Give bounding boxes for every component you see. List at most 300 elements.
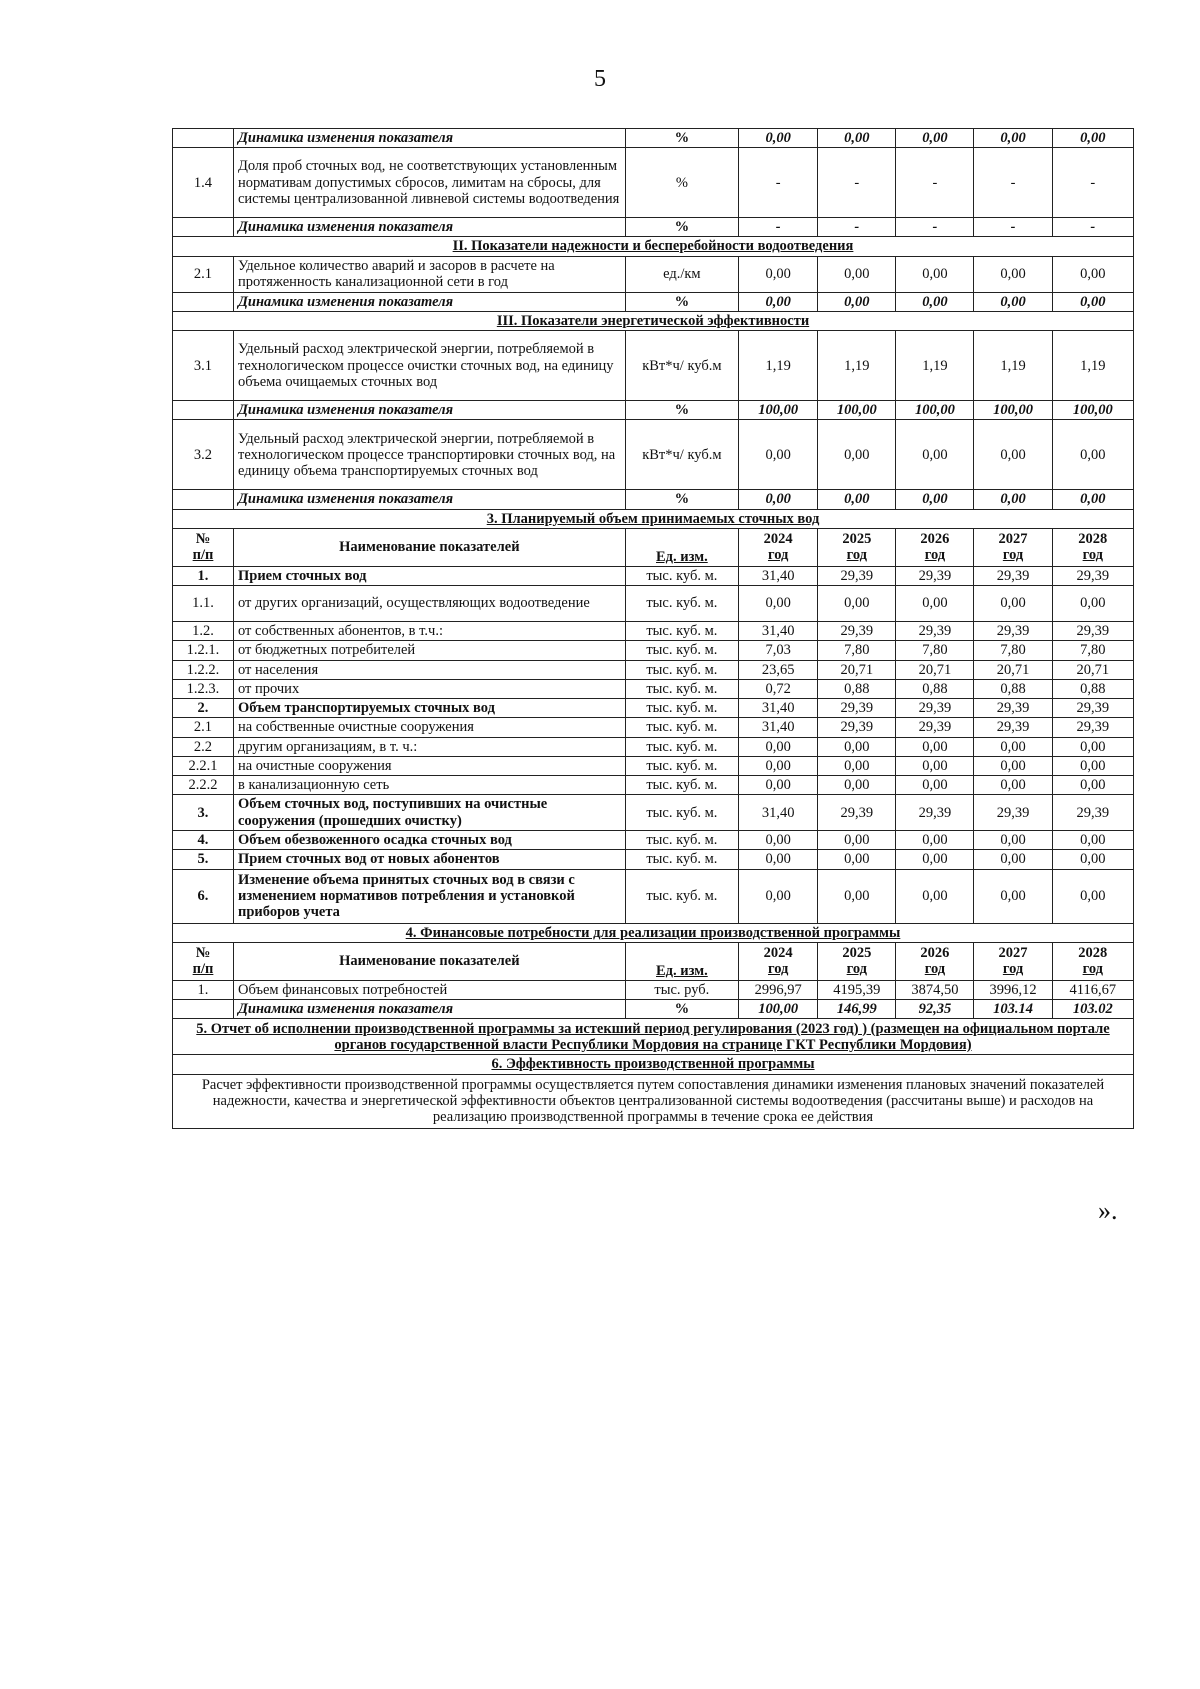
unit-of-measure: ед./км xyxy=(625,256,738,292)
indicator-name: от бюджетных потребителей xyxy=(233,641,625,660)
year-value: 29,39 xyxy=(818,566,896,585)
volume-row xyxy=(173,699,1134,718)
year-value: 0,00 xyxy=(818,129,896,148)
row-number: 2.1 xyxy=(173,718,234,737)
row-number: 1.2.3. xyxy=(173,679,234,698)
year-value: 29,39 xyxy=(818,622,896,641)
year-value: 100,00 xyxy=(896,401,974,420)
year-value: 0,00 xyxy=(974,292,1052,311)
number-abbr: п/п xyxy=(192,961,214,978)
year-value: 29,39 xyxy=(974,795,1052,831)
year-suffix: год xyxy=(1082,547,1103,564)
column-header-year xyxy=(974,528,1052,566)
unit-of-measure: тыс. куб. м. xyxy=(625,622,738,641)
year-value: 1,19 xyxy=(739,331,818,401)
row-number: 2.2.1 xyxy=(173,756,234,775)
unit-of-measure: тыс. куб. м. xyxy=(625,679,738,698)
column-header-year xyxy=(896,528,974,566)
row-number: 1.2. xyxy=(173,622,234,641)
finance-row xyxy=(173,980,1134,999)
year-value: 0,00 xyxy=(896,129,974,148)
indicator-name: в канализационную сеть xyxy=(233,775,625,794)
year-value: - xyxy=(896,218,974,237)
indicator-name: Объем обезвоженного осадка сточных вод xyxy=(233,831,625,850)
unit-of-measure: тыс. куб. м. xyxy=(625,831,738,850)
unit-of-measure: % xyxy=(625,148,738,218)
column-header-name: Наименование показателей xyxy=(233,528,625,566)
indicator-name: Объем сточных вод, поступивших на очистные сооружения (прошедших очистку) xyxy=(233,795,625,831)
indicator-name: Динамика изменения показателя xyxy=(233,490,625,509)
column-header-number xyxy=(173,942,234,980)
indicator-name: Объем финансовых потребностей xyxy=(233,980,625,999)
row-number: 1.4 xyxy=(173,148,234,218)
row-number: 2.1 xyxy=(173,256,234,292)
year-value: 0,00 xyxy=(974,756,1052,775)
closing-quote-mark: ». xyxy=(1098,1196,1118,1225)
year-suffix: год xyxy=(846,961,868,978)
unit-of-measure: % xyxy=(625,218,738,237)
year-value: 4195,39 xyxy=(818,980,896,999)
row-number: 2.2.2 xyxy=(173,775,234,794)
volume-row xyxy=(173,775,1134,794)
year-value: 0,88 xyxy=(1052,679,1133,698)
column-header-name: Наименование показателей xyxy=(233,942,625,980)
page-number: 5 xyxy=(594,66,606,92)
year-value: 0,00 xyxy=(896,831,974,850)
unit-of-measure: тыс. куб. м. xyxy=(625,795,738,831)
dynamics-row xyxy=(173,490,1134,509)
year-value: 0,00 xyxy=(896,292,974,311)
year-value: 0,00 xyxy=(739,292,818,311)
section-header-row xyxy=(173,311,1134,330)
year-value: 0,00 xyxy=(896,756,974,775)
volume-row xyxy=(173,869,1134,923)
indicator-row xyxy=(173,331,1134,401)
section-header-row xyxy=(173,923,1134,942)
year-value: 0,00 xyxy=(739,831,818,850)
unit-of-measure: % xyxy=(625,129,738,148)
year-label: 2024 xyxy=(763,531,793,548)
indicator-name: Удельный расход электрической энергии, потребляемой в технологическом процессе очистки сточных вод, на единицу объема очищаемых сточных вод xyxy=(233,331,625,401)
year-value: 103.02 xyxy=(1052,1000,1133,1019)
year-value: 0,00 xyxy=(896,737,974,756)
volume-row xyxy=(173,795,1134,831)
year-value: - xyxy=(818,218,896,237)
year-value: 0,00 xyxy=(818,775,896,794)
year-value: 1,19 xyxy=(896,331,974,401)
year-value: 0,00 xyxy=(896,420,974,490)
year-value: 0,00 xyxy=(1052,292,1133,311)
year-value: 0,00 xyxy=(1052,737,1133,756)
year-value: 0,00 xyxy=(974,129,1052,148)
report-row xyxy=(173,1019,1134,1055)
year-suffix: год xyxy=(1082,961,1103,978)
section-title-text: 3. Планируемый объем принимаемых сточных вод xyxy=(486,510,820,527)
indicator-name: другим организациям, в т. ч.: xyxy=(233,737,625,756)
year-value: 0,00 xyxy=(1052,869,1133,923)
unit-of-measure: % xyxy=(625,292,738,311)
year-value: - xyxy=(974,218,1052,237)
year-value: 0,00 xyxy=(739,586,818,622)
year-value: 100,00 xyxy=(1052,401,1133,420)
unit-of-measure: тыс. куб. м. xyxy=(625,641,738,660)
column-header-year xyxy=(974,942,1052,980)
indicator-row xyxy=(173,420,1134,490)
year-value: 0,00 xyxy=(818,256,896,292)
section-header-row xyxy=(173,509,1134,528)
unit-of-measure: тыс. куб. м. xyxy=(625,660,738,679)
section-header-row xyxy=(173,237,1134,256)
indicator-name: Динамика изменения показателя xyxy=(233,1000,625,1019)
section-title-text: 6. Эффективность производственной программы xyxy=(491,1056,815,1073)
dynamics-row xyxy=(173,129,1134,148)
year-value: 0,00 xyxy=(739,490,818,509)
dynamics-row xyxy=(173,1000,1134,1019)
number-abbr: п/п xyxy=(192,547,214,564)
unit-of-measure: тыс. куб. м. xyxy=(625,850,738,869)
volume-row xyxy=(173,737,1134,756)
indicator-name: от собственных абонентов, в т.ч.: xyxy=(233,622,625,641)
indicator-name: Объем транспортируемых сточных вод xyxy=(233,699,625,718)
year-value: 0,88 xyxy=(974,679,1052,698)
indicator-name: на собственные очистные сооружения xyxy=(233,718,625,737)
year-value: 3996,12 xyxy=(974,980,1052,999)
volume-row xyxy=(173,831,1134,850)
year-value: 0,00 xyxy=(974,586,1052,622)
year-value: 0,00 xyxy=(818,586,896,622)
section-title-text: 4. Финансовые потребности для реализации производственной программы xyxy=(405,924,901,941)
year-value: 0,00 xyxy=(739,775,818,794)
year-value: 100,00 xyxy=(974,401,1052,420)
indicator-name: Удельный расход электрической энергии, потребляемой в технологическом процессе транспортировки сточных вод, на единицу объема транспортируемых сточных вод xyxy=(233,420,625,490)
year-value: 1,19 xyxy=(818,331,896,401)
volume-row xyxy=(173,756,1134,775)
row-number xyxy=(173,1000,234,1019)
year-value: 0,00 xyxy=(1052,586,1133,622)
year-value: 0,00 xyxy=(818,490,896,509)
unit-of-measure: кВт*ч/ куб.м xyxy=(625,331,738,401)
section-title xyxy=(173,509,1134,528)
year-value: 29,39 xyxy=(974,718,1052,737)
year-value: 20,71 xyxy=(896,660,974,679)
year-value: 0,00 xyxy=(974,850,1052,869)
volume-row xyxy=(173,679,1134,698)
unit-of-measure: тыс. куб. м. xyxy=(625,699,738,718)
year-value: 0,00 xyxy=(818,869,896,923)
year-value: 0,88 xyxy=(896,679,974,698)
year-value: 92,35 xyxy=(896,1000,974,1019)
year-value: 0,00 xyxy=(1052,420,1133,490)
volume-row xyxy=(173,566,1134,585)
column-header-year xyxy=(1052,528,1133,566)
section-title-text: III. Показатели энергетической эффективности xyxy=(496,312,810,329)
year-value: 20,71 xyxy=(974,660,1052,679)
column-header-year xyxy=(818,942,896,980)
section-title xyxy=(173,923,1134,942)
year-value: 0,00 xyxy=(818,831,896,850)
year-value: 0,00 xyxy=(1052,256,1133,292)
year-value: 103.14 xyxy=(974,1000,1052,1019)
unit-of-measure: % xyxy=(625,1000,738,1019)
year-label: 2028 xyxy=(1078,945,1108,962)
year-value: 0,00 xyxy=(818,737,896,756)
indicator-name: Динамика изменения показателя xyxy=(233,401,625,420)
indicator-name: от прочих xyxy=(233,679,625,698)
column-header-unit xyxy=(625,942,738,980)
year-value: 0,00 xyxy=(896,490,974,509)
year-value: 0,00 xyxy=(896,256,974,292)
row-number: 1.2.1. xyxy=(173,641,234,660)
indicator-name: Прием сточных вод от новых абонентов xyxy=(233,850,625,869)
year-label: 2025 xyxy=(842,531,872,548)
column-header-year xyxy=(818,528,896,566)
year-value: 100,00 xyxy=(739,401,818,420)
year-suffix: год xyxy=(1002,547,1024,564)
finance-header-row xyxy=(173,942,1134,980)
year-value: 0,00 xyxy=(974,831,1052,850)
volume-row xyxy=(173,641,1134,660)
section-title xyxy=(173,311,1134,330)
year-value: 0,00 xyxy=(739,869,818,923)
row-number: 5. xyxy=(173,850,234,869)
year-value: 0,00 xyxy=(974,869,1052,923)
indicators-table xyxy=(172,128,1134,1129)
row-number: 2.2 xyxy=(173,737,234,756)
year-value: 0,00 xyxy=(896,850,974,869)
year-value: 20,71 xyxy=(1052,660,1133,679)
year-value: 0,00 xyxy=(896,586,974,622)
volume-header-row xyxy=(173,528,1134,566)
volume-row xyxy=(173,660,1134,679)
year-value: 146,99 xyxy=(818,1000,896,1019)
section-title xyxy=(173,1055,1134,1074)
year-value: - xyxy=(1052,218,1133,237)
year-value: 0,00 xyxy=(739,129,818,148)
indicator-name: Прием сточных вод xyxy=(233,566,625,585)
year-label: 2025 xyxy=(842,945,872,962)
row-number: 6. xyxy=(173,869,234,923)
year-value: 29,39 xyxy=(896,622,974,641)
unit-of-measure: тыс. куб. м. xyxy=(625,718,738,737)
year-value: 0,00 xyxy=(818,756,896,775)
year-value: 0,00 xyxy=(1052,490,1133,509)
unit-of-measure: тыс. куб. м. xyxy=(625,775,738,794)
unit-of-measure: тыс. куб. м. xyxy=(625,566,738,585)
year-value: 0,00 xyxy=(818,292,896,311)
row-number: 1. xyxy=(173,566,234,585)
year-suffix: год xyxy=(1002,961,1024,978)
year-value: - xyxy=(739,148,818,218)
year-suffix: год xyxy=(767,547,789,564)
year-value: 3874,50 xyxy=(896,980,974,999)
year-value: 0,00 xyxy=(739,256,818,292)
year-value: 0,00 xyxy=(974,775,1052,794)
year-value: 0,88 xyxy=(818,679,896,698)
year-value: 29,39 xyxy=(896,699,974,718)
year-value: 0,00 xyxy=(818,420,896,490)
year-value: 1,19 xyxy=(974,331,1052,401)
year-value: 0,00 xyxy=(1052,756,1133,775)
row-number xyxy=(173,292,234,311)
year-value: 29,39 xyxy=(974,699,1052,718)
year-value: 1,19 xyxy=(1052,331,1133,401)
row-number: 4. xyxy=(173,831,234,850)
year-value: 2996,97 xyxy=(739,980,818,999)
year-value: 0,00 xyxy=(1052,831,1133,850)
unit-of-measure: тыс. куб. м. xyxy=(625,586,738,622)
number-sign: № xyxy=(195,531,211,548)
indicator-name: от других организаций, осуществляющих водоотведение xyxy=(233,586,625,622)
unit-of-measure: % xyxy=(625,401,738,420)
year-value: 0,00 xyxy=(974,256,1052,292)
dynamics-row xyxy=(173,401,1134,420)
year-value: 29,39 xyxy=(1052,718,1133,737)
year-suffix: год xyxy=(846,547,868,564)
column-header-year xyxy=(1052,942,1133,980)
year-label: 2024 xyxy=(763,945,793,962)
year-value: 0,00 xyxy=(739,737,818,756)
section-header-row xyxy=(173,1055,1134,1074)
indicator-name: Изменение объема принятых сточных вод в связи с изменением нормативов потребления и установкой приборов учета xyxy=(233,869,625,923)
report-note xyxy=(173,1019,1134,1055)
year-value: 0,00 xyxy=(974,420,1052,490)
row-number: 2. xyxy=(173,699,234,718)
year-value: - xyxy=(1052,148,1133,218)
unit-of-measure: тыс. куб. м. xyxy=(625,756,738,775)
year-value: 7,80 xyxy=(818,641,896,660)
year-value: 31,40 xyxy=(739,566,818,585)
volume-row xyxy=(173,586,1134,622)
year-value: 29,39 xyxy=(974,622,1052,641)
column-header-unit-text: Ед. изм. xyxy=(656,962,708,979)
indicator-name: на очистные сооружения xyxy=(233,756,625,775)
section-title-text: II. Показатели надежности и бесперебойности водоотведения xyxy=(452,238,854,255)
year-value: 100,00 xyxy=(739,1000,818,1019)
year-value: 29,39 xyxy=(1052,699,1133,718)
column-header-unit-text: Ед. изм. xyxy=(656,548,708,565)
indicator-name: Доля проб сточных вод, не соответствующих установленным нормативам допустимых сбросов, лимитам на сбросы, для системы централизованной ливневой системы водоотведения xyxy=(233,148,625,218)
year-value: 23,65 xyxy=(739,660,818,679)
row-number: 1.1. xyxy=(173,586,234,622)
row-number xyxy=(173,401,234,420)
column-header-year xyxy=(739,942,818,980)
year-value: 0,72 xyxy=(739,679,818,698)
indicator-name: Динамика изменения показателя xyxy=(233,129,625,148)
efficiency-description: Расчет эффективности производственной программы осуществляется путем сопоставления динамики изменения плановых значений показателей надежности, качества и энергетической эффективности объектов централизованной системы водоотведения (рассчитаны выше) и расходов на реализацию производственной программы в течение срока ее действия xyxy=(173,1074,1134,1128)
row-number xyxy=(173,490,234,509)
indicator-name: от населения xyxy=(233,660,625,679)
year-value: 7,80 xyxy=(974,641,1052,660)
year-value: 0,00 xyxy=(739,420,818,490)
year-label: 2026 xyxy=(920,945,950,962)
year-value: 31,40 xyxy=(739,699,818,718)
indicator-name: Динамика изменения показателя xyxy=(233,292,625,311)
year-value: 29,39 xyxy=(974,566,1052,585)
row-number: 3. xyxy=(173,795,234,831)
year-value: - xyxy=(974,148,1052,218)
year-value: 0,00 xyxy=(818,850,896,869)
year-value: 29,39 xyxy=(896,566,974,585)
year-value: 31,40 xyxy=(739,622,818,641)
indicator-name: Удельное количество аварий и засоров в расчете на протяженность канализационной сети в год xyxy=(233,256,625,292)
section-title xyxy=(173,237,1134,256)
row-number: 3.2 xyxy=(173,420,234,490)
unit-of-measure: тыс. куб. м. xyxy=(625,869,738,923)
year-value: - xyxy=(739,218,818,237)
year-value: 4116,67 xyxy=(1052,980,1133,999)
year-value: 100,00 xyxy=(818,401,896,420)
indicator-name: Динамика изменения показателя xyxy=(233,218,625,237)
year-value: - xyxy=(896,148,974,218)
number-sign: № xyxy=(195,945,211,962)
year-value: - xyxy=(818,148,896,218)
year-value: 7,03 xyxy=(739,641,818,660)
year-value: 29,39 xyxy=(818,795,896,831)
column-header-unit xyxy=(625,528,738,566)
year-label: 2026 xyxy=(920,531,950,548)
year-suffix: год xyxy=(767,961,789,978)
year-value: 29,39 xyxy=(1052,622,1133,641)
year-value: 29,39 xyxy=(896,718,974,737)
column-header-year xyxy=(896,942,974,980)
report-note-text: 5. Отчет об исполнении производственной программы за истекший период регулирования (2023 год) ) (размещен на официальном портале органов государственной власти Республики Мордовия на странице ГКТ Республики Мордовия) xyxy=(196,1020,1110,1053)
column-header-year xyxy=(739,528,818,566)
year-value: 20,71 xyxy=(818,660,896,679)
year-value: 29,39 xyxy=(818,718,896,737)
year-value: 0,00 xyxy=(896,775,974,794)
volume-row xyxy=(173,622,1134,641)
year-value: 29,39 xyxy=(1052,795,1133,831)
year-value: 29,39 xyxy=(896,795,974,831)
year-value: 0,00 xyxy=(739,850,818,869)
row-number: 3.1 xyxy=(173,331,234,401)
row-number xyxy=(173,218,234,237)
year-value: 0,00 xyxy=(1052,850,1133,869)
year-value: 7,80 xyxy=(1052,641,1133,660)
year-value: 0,00 xyxy=(974,737,1052,756)
dynamics-row xyxy=(173,218,1134,237)
indicator-row xyxy=(173,148,1134,218)
year-suffix: год xyxy=(924,961,946,978)
efficiency-text-row xyxy=(173,1074,1134,1128)
year-value: 29,39 xyxy=(818,699,896,718)
column-header-number xyxy=(173,528,234,566)
unit-of-measure: тыс. куб. м. xyxy=(625,737,738,756)
dynamics-row xyxy=(173,292,1134,311)
year-label: 2027 xyxy=(998,945,1028,962)
volume-row xyxy=(173,718,1134,737)
row-number xyxy=(173,129,234,148)
unit-of-measure: % xyxy=(625,490,738,509)
year-label: 2028 xyxy=(1078,531,1108,548)
year-value: 31,40 xyxy=(739,718,818,737)
year-value: 0,00 xyxy=(974,490,1052,509)
row-number: 1. xyxy=(173,980,234,999)
year-value: 0,00 xyxy=(1052,129,1133,148)
year-value: 0,00 xyxy=(1052,775,1133,794)
year-value: 0,00 xyxy=(896,869,974,923)
year-suffix: год xyxy=(924,547,946,564)
unit-of-measure: кВт*ч/ куб.м xyxy=(625,420,738,490)
indicator-row xyxy=(173,256,1134,292)
row-number: 1.2.2. xyxy=(173,660,234,679)
year-value: 0,00 xyxy=(739,756,818,775)
year-value: 31,40 xyxy=(739,795,818,831)
year-label: 2027 xyxy=(998,531,1028,548)
year-value: 29,39 xyxy=(1052,566,1133,585)
year-value: 7,80 xyxy=(896,641,974,660)
unit-of-measure: тыс. руб. xyxy=(625,980,738,999)
